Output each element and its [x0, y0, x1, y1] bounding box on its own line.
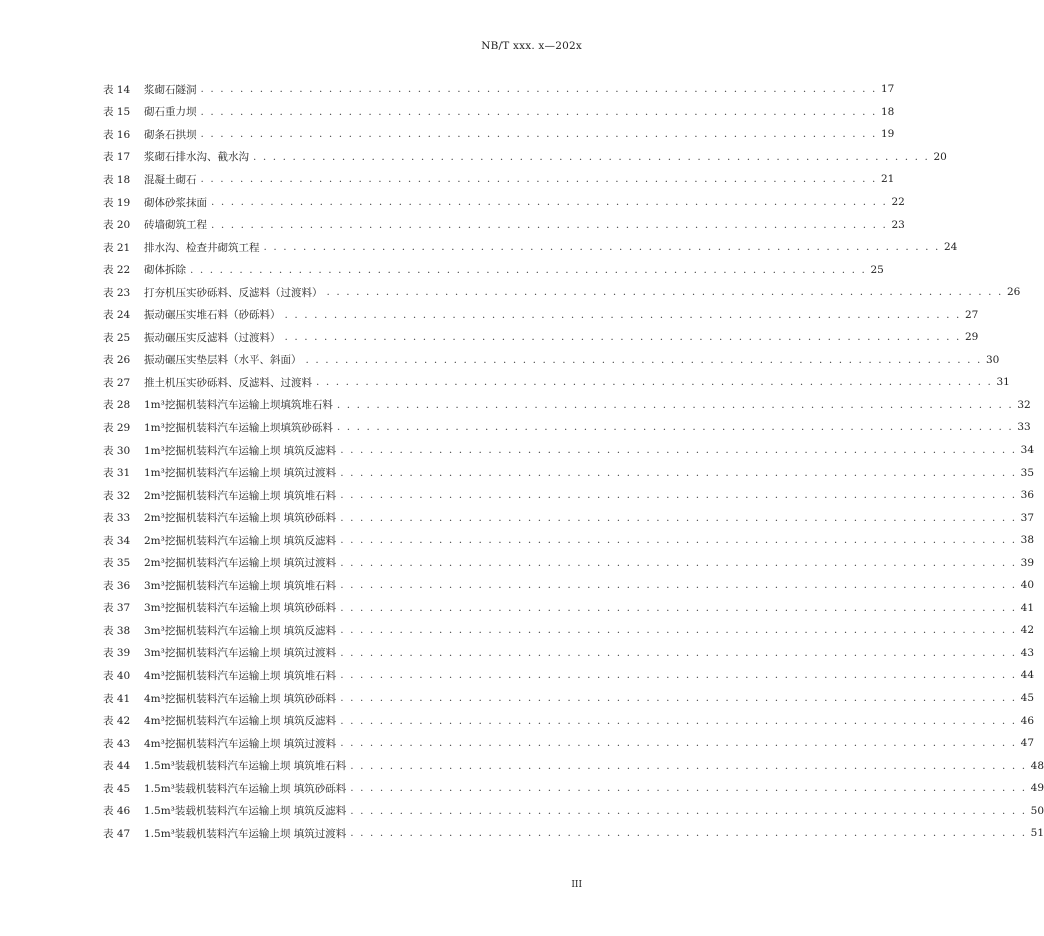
- toc-entry-title: 1m³挖掘机装料汽车运输上坝 填筑反滤料: [144, 444, 337, 457]
- toc-dot-leader: . . . . . . . . . . . . . . . . . . . . . . . . . . . . . . . . . . . . . . . . . . . . . . . . . . . . . . . . . . . . . . . . . . . . .: [200, 128, 877, 141]
- toc-entry-page: 42: [1020, 624, 1035, 637]
- toc-dot-leader: . . . . . . . . . . . . . . . . . . . . . . . . . . . . . . . . . . . . . . . . . . . . . . . . . . . . . . . . . . . . . . . . . . . . .: [200, 105, 877, 118]
- toc-entry-title: 打夯机压实砂砾料、反滤料（过渡料）: [144, 286, 323, 299]
- toc-entry-number: 表 44: [103, 760, 131, 773]
- toc-entry[interactable]: [103, 326, 979, 349]
- toc-entry-number: 表 22: [103, 264, 131, 277]
- document-code-header: NB/T xxx. x—202x: [481, 40, 582, 52]
- toc-dot-leader: . . . . . . . . . . . . . . . . . . . . . . . . . . . . . . . . . . . . . . . . . . . . . . . . . . . . . . . . . . . . . . . . . . . . .: [340, 624, 1017, 637]
- toc-entry-title: 1m³挖掘机装料汽车运输上坝 填筑过渡料: [144, 467, 337, 480]
- toc-dot-leader: . . . . . . . . . . . . . . . . . . . . . . . . . . . . . . . . . . . . . . . . . . . . . . . . . . . . . . . . . . . . . . . . . . . . .: [336, 421, 1014, 434]
- toc-entry[interactable]: [103, 213, 905, 236]
- toc-entry-number: 表 36: [103, 579, 131, 592]
- toc-entry-page: 18: [880, 105, 895, 118]
- toc-entry-page: 29: [964, 331, 979, 344]
- toc-entry-number: 表 27: [103, 376, 131, 389]
- toc-entry-title: 排水沟、检查井砌筑工程: [144, 241, 260, 254]
- toc-entry[interactable]: [103, 506, 1035, 529]
- toc-entry-page: 35: [1020, 466, 1035, 479]
- toc-dot-leader: . . . . . . . . . . . . . . . . . . . . . . . . . . . . . . . . . . . . . . . . . . . . . . . . . . . . . . . . . . . . . . . . . . . . .: [340, 489, 1017, 502]
- toc-entry-page: 27: [964, 308, 979, 321]
- toc-dot-leader: . . . . . . . . . . . . . . . . . . . . . . . . . . . . . . . . . . . . . . . . . . . . . . . . . . . . . . . . . . . . . . . . . . . . .: [350, 827, 1027, 840]
- toc-entry[interactable]: [103, 439, 1035, 462]
- toc-entry-number: 表 47: [103, 827, 131, 840]
- toc-entry-page: 39: [1020, 556, 1035, 569]
- toc-entry-number: 表 24: [103, 309, 131, 322]
- toc-entry[interactable]: [103, 168, 895, 191]
- toc-entry-page: 21: [880, 173, 895, 186]
- table-of-contents: [103, 78, 1044, 845]
- toc-entry-page: 47: [1020, 737, 1035, 750]
- toc-entry-page: 17: [880, 83, 895, 96]
- toc-entry-page: 48: [1030, 759, 1044, 772]
- toc-entry-title: 砖墙砌筑工程: [144, 219, 207, 232]
- toc-entry[interactable]: [103, 281, 1021, 304]
- toc-entry-number: 表 28: [103, 399, 131, 412]
- toc-entry-number: 表 21: [103, 241, 131, 254]
- toc-entry[interactable]: [103, 800, 1044, 823]
- toc-entry[interactable]: [103, 349, 1000, 372]
- toc-entry-number: 表 37: [103, 602, 131, 615]
- toc-entry-title: 2m³挖掘机装料汽车运输上坝 填筑堆石料: [144, 489, 337, 502]
- toc-entry[interactable]: [103, 642, 1035, 665]
- toc-entry-number: 表 30: [103, 444, 131, 457]
- toc-entry-page: 51: [1030, 827, 1044, 840]
- toc-entry-title: 振动碾压实反滤料（过渡料）: [144, 331, 281, 344]
- toc-dot-leader: . . . . . . . . . . . . . . . . . . . . . . . . . . . . . . . . . . . . . . . . . . . . . . . . . . . . . . . . . . . . . . . . . . . . .: [253, 150, 930, 163]
- toc-dot-leader: . . . . . . . . . . . . . . . . . . . . . . . . . . . . . . . . . . . . . . . . . . . . . . . . . . . . . . . . . . . . . . . . . . . . .: [340, 714, 1017, 727]
- toc-entry[interactable]: [103, 78, 895, 101]
- toc-entry[interactable]: [103, 822, 1044, 845]
- toc-dot-leader: . . . . . . . . . . . . . . . . . . . . . . . . . . . . . . . . . . . . . . . . . . . . . . . . . . . . . . . . . . . . . . . . . . . . .: [340, 601, 1017, 614]
- toc-dot-leader: . . . . . . . . . . . . . . . . . . . . . . . . . . . . . . . . . . . . . . . . . . . . . . . . . . . . . . . . . . . . . . . . . . . . .: [263, 241, 940, 254]
- toc-dot-leader: . . . . . . . . . . . . . . . . . . . . . . . . . . . . . . . . . . . . . . . . . . . . . . . . . . . . . . . . . . . . . . . . . . . . .: [340, 646, 1017, 659]
- toc-entry[interactable]: [103, 303, 979, 326]
- toc-entry-number: 表 45: [103, 782, 131, 795]
- toc-entry-title: 4m³挖掘机装料汽车运输上坝 填筑堆石料: [144, 669, 337, 682]
- toc-entry-number: 表 20: [103, 219, 131, 232]
- toc-entry[interactable]: [103, 461, 1035, 484]
- toc-entry-page: 49: [1030, 782, 1044, 795]
- toc-entry[interactable]: [103, 191, 905, 214]
- toc-entry-page: 44: [1020, 669, 1035, 682]
- toc-entry-page: 31: [996, 376, 1010, 389]
- toc-entry-number: 表 40: [103, 669, 131, 682]
- toc-entry-title: 3m³挖掘机装料汽车运输上坝 填筑砂砾料: [144, 602, 337, 615]
- toc-entry[interactable]: [103, 484, 1035, 507]
- toc-entry-title: 2m³挖掘机装料汽车运输上坝 填筑过渡料: [144, 557, 337, 570]
- toc-dot-leader: . . . . . . . . . . . . . . . . . . . . . . . . . . . . . . . . . . . . . . . . . . . . . . . . . . . . . . . . . . . . . . . . . . . . .: [340, 466, 1017, 479]
- toc-entry-number: 表 39: [103, 647, 131, 660]
- toc-entry-title: 浆砌石隧洞: [144, 83, 197, 96]
- toc-entry-page: 46: [1020, 714, 1035, 727]
- toc-entry-page: 38: [1020, 534, 1035, 547]
- toc-entry[interactable]: [103, 754, 1044, 777]
- toc-entry-page: 50: [1030, 804, 1044, 817]
- toc-entry-page: 24: [943, 241, 958, 254]
- toc-entry-title: 推土机压实砂砾料、反滤料、过渡料: [144, 376, 312, 389]
- toc-entry-title: 砌石重力坝: [144, 106, 197, 119]
- toc-entry-page: 37: [1020, 511, 1035, 524]
- toc-entry[interactable]: [103, 371, 1010, 394]
- toc-entry[interactable]: [103, 394, 1031, 417]
- toc-entry[interactable]: [103, 732, 1035, 755]
- toc-entry-title: 1m³挖掘机装料汽车运输上坝填筑堆石料: [144, 399, 333, 412]
- toc-entry-number: 表 17: [103, 151, 131, 164]
- toc-entry-number: 表 41: [103, 692, 131, 705]
- toc-entry-number: 表 42: [103, 715, 131, 728]
- toc-entry-number: 表 18: [103, 173, 131, 186]
- toc-entry-title: 3m³挖掘机装料汽车运输上坝 填筑堆石料: [144, 579, 337, 592]
- toc-entry-title: 4m³挖掘机装料汽车运输上坝 填筑砂砾料: [144, 692, 337, 705]
- toc-entry-page: 32: [1017, 398, 1031, 411]
- toc-entry[interactable]: [103, 687, 1035, 710]
- toc-dot-leader: . . . . . . . . . . . . . . . . . . . . . . . . . . . . . . . . . . . . . . . . . . . . . . . . . . . . . . . . . . . . . . . . . . . . .: [350, 759, 1027, 772]
- toc-entry-number: 表 34: [103, 534, 131, 547]
- toc-entry[interactable]: [103, 529, 1035, 552]
- toc-entry-title: 1.5m³装载机装料汽车运输上坝 填筑反滤料: [144, 805, 347, 818]
- toc-entry-number: 表 16: [103, 128, 131, 141]
- toc-dot-leader: . . . . . . . . . . . . . . . . . . . . . . . . . . . . . . . . . . . . . . . . . . . . . . . . . . . . . . . . . . . . . . . . . . . . .: [340, 444, 1017, 457]
- toc-dot-leader: . . . . . . . . . . . . . . . . . . . . . . . . . . . . . . . . . . . . . . . . . . . . . . . . . . . . . . . . . . . . . . . . . . . . .: [340, 511, 1017, 524]
- toc-entry-page: 34: [1020, 444, 1035, 457]
- toc-entry-title: 振动碾压实垫层料（水平、斜面）: [144, 354, 302, 367]
- toc-entry-number: 表 29: [103, 421, 131, 434]
- toc-entry-number: 表 15: [103, 106, 131, 119]
- toc-dot-leader: . . . . . . . . . . . . . . . . . . . . . . . . . . . . . . . . . . . . . . . . . . . . . . . . . . . . . . . . . . . . . . . . . . . . .: [211, 218, 888, 231]
- toc-dot-leader: . . . . . . . . . . . . . . . . . . . . . . . . . . . . . . . . . . . . . . . . . . . . . . . . . . . . . . . . . . . . . . . . . . . . .: [350, 804, 1027, 817]
- toc-entry-title: 1.5m³装载机装料汽车运输上坝 填筑堆石料: [144, 760, 347, 773]
- toc-dot-leader: . . . . . . . . . . . . . . . . . . . . . . . . . . . . . . . . . . . . . . . . . . . . . . . . . . . . . . . . . . . . . . . . . . . . .: [340, 534, 1017, 547]
- toc-dot-leader: . . . . . . . . . . . . . . . . . . . . . . . . . . . . . . . . . . . . . . . . . . . . . . . . . . . . . . . . . . . . . . . . . . . . .: [284, 331, 961, 344]
- toc-entry[interactable]: [103, 101, 895, 124]
- toc-entry[interactable]: [103, 574, 1035, 597]
- toc-dot-leader: . . . . . . . . . . . . . . . . . . . . . . . . . . . . . . . . . . . . . . . . . . . . . . . . . . . . . . . . . . . . . . . . . . . . .: [316, 376, 993, 389]
- toc-dot-leader: . . . . . . . . . . . . . . . . . . . . . . . . . . . . . . . . . . . . . . . . . . . . . . . . . . . . . . . . . . . . . . . . . . . . .: [326, 286, 1003, 299]
- toc-entry-page: 40: [1020, 579, 1035, 592]
- toc-entry-number: 表 26: [103, 354, 131, 367]
- toc-entry-page: 26: [1006, 286, 1021, 299]
- toc-entry-page: 30: [985, 353, 1000, 366]
- toc-entry[interactable]: [103, 258, 884, 281]
- toc-entry-page: 45: [1020, 692, 1035, 705]
- toc-entry-title: 3m³挖掘机装料汽车运输上坝 填筑反滤料: [144, 624, 337, 637]
- toc-dot-leader: . . . . . . . . . . . . . . . . . . . . . . . . . . . . . . . . . . . . . . . . . . . . . . . . . . . . . . . . . . . . . . . . . . . . .: [211, 196, 888, 208]
- toc-entry-title: 振动碾压实堆石料（砂砾料）: [144, 309, 281, 322]
- toc-entry-page: 33: [1017, 421, 1031, 434]
- toc-entry-page: 22: [891, 196, 905, 208]
- toc-entry[interactable]: [103, 777, 1044, 800]
- toc-entry-page: 43: [1020, 646, 1035, 659]
- toc-entry-title: 砌条石拱坝: [144, 128, 197, 141]
- toc-entry-title: 2m³挖掘机装料汽车运输上坝 填筑砂砾料: [144, 512, 337, 525]
- toc-dot-leader: . . . . . . . . . . . . . . . . . . . . . . . . . . . . . . . . . . . . . . . . . . . . . . . . . . . . . . . . . . . . . . . . . . . . .: [305, 353, 982, 366]
- toc-entry-number: 表 43: [103, 737, 131, 750]
- toc-entry[interactable]: [103, 597, 1035, 620]
- toc-entry[interactable]: [103, 551, 1035, 574]
- toc-entry-title: 4m³挖掘机装料汽车运输上坝 填筑反滤料: [144, 715, 337, 728]
- toc-entry-number: 表 19: [103, 196, 131, 209]
- toc-entry[interactable]: [103, 416, 1031, 439]
- toc-entry-page: 23: [891, 218, 905, 231]
- toc-entry-title: 浆砌石排水沟、截水沟: [144, 151, 249, 164]
- toc-entry-title: 3m³挖掘机装料汽车运输上坝 填筑过渡料: [144, 647, 337, 660]
- toc-entry-number: 表 32: [103, 489, 131, 502]
- toc-entry-title: 1m³挖掘机装料汽车运输上坝填筑砂砾料: [144, 421, 333, 434]
- toc-entry-page: 20: [933, 150, 947, 163]
- toc-dot-leader: . . . . . . . . . . . . . . . . . . . . . . . . . . . . . . . . . . . . . . . . . . . . . . . . . . . . . . . . . . . . . . . . . . . . .: [200, 173, 877, 186]
- toc-entry-page: 19: [880, 128, 895, 141]
- toc-entry-title: 1.5m³装载机装料汽车运输上坝 填筑过渡料: [144, 827, 347, 840]
- toc-entry-title: 砌体砂浆抹面: [144, 196, 207, 209]
- toc-entry[interactable]: [103, 619, 1035, 642]
- toc-dot-leader: . . . . . . . . . . . . . . . . . . . . . . . . . . . . . . . . . . . . . . . . . . . . . . . . . . . . . . . . . . . . . . . . . . . . .: [350, 782, 1027, 795]
- toc-entry[interactable]: [103, 146, 947, 169]
- toc-entry-title: 2m³挖掘机装料汽车运输上坝 填筑反滤料: [144, 534, 337, 547]
- toc-entry[interactable]: [103, 236, 958, 259]
- toc-entry-number: 表 31: [103, 467, 131, 480]
- toc-entry-number: 表 25: [103, 331, 131, 344]
- page-number: III: [571, 880, 582, 890]
- toc-dot-leader: . . . . . . . . . . . . . . . . . . . . . . . . . . . . . . . . . . . . . . . . . . . . . . . . . . . . . . . . . . . . . . . . . . . . .: [284, 308, 961, 321]
- toc-dot-leader: . . . . . . . . . . . . . . . . . . . . . . . . . . . . . . . . . . . . . . . . . . . . . . . . . . . . . . . . . . . . . . . . . . . . .: [200, 83, 877, 96]
- toc-entry-number: 表 38: [103, 624, 131, 637]
- toc-entry-title: 1.5m³装载机装料汽车运输上坝 填筑砂砾料: [144, 782, 347, 795]
- toc-entry-page: 41: [1020, 601, 1035, 614]
- toc-entry-number: 表 23: [103, 286, 131, 299]
- toc-entry-number: 表 14: [103, 83, 131, 96]
- toc-dot-leader: . . . . . . . . . . . . . . . . . . . . . . . . . . . . . . . . . . . . . . . . . . . . . . . . . . . . . . . . . . . . . . . . . . . . .: [340, 692, 1017, 705]
- toc-dot-leader: . . . . . . . . . . . . . . . . . . . . . . . . . . . . . . . . . . . . . . . . . . . . . . . . . . . . . . . . . . . . . . . . . . . . .: [336, 398, 1014, 411]
- toc-entry-title: 混凝土砌石: [144, 173, 197, 186]
- toc-dot-leader: . . . . . . . . . . . . . . . . . . . . . . . . . . . . . . . . . . . . . . . . . . . . . . . . . . . . . . . . . . . . . . . . . . . . .: [340, 579, 1017, 592]
- toc-entry-number: 表 33: [103, 512, 131, 525]
- toc-entry-title: 砌体拆除: [144, 264, 186, 277]
- toc-dot-leader: . . . . . . . . . . . . . . . . . . . . . . . . . . . . . . . . . . . . . . . . . . . . . . . . . . . . . . . . . . . . . . . . . . . . .: [190, 263, 867, 276]
- toc-entry[interactable]: [103, 709, 1035, 732]
- toc-dot-leader: . . . . . . . . . . . . . . . . . . . . . . . . . . . . . . . . . . . . . . . . . . . . . . . . . . . . . . . . . . . . . . . . . . . . .: [340, 737, 1017, 750]
- toc-entry-page: 25: [870, 263, 884, 276]
- toc-entry-page: 36: [1020, 489, 1035, 502]
- toc-entry[interactable]: [103, 664, 1035, 687]
- toc-entry[interactable]: [103, 123, 895, 146]
- toc-dot-leader: . . . . . . . . . . . . . . . . . . . . . . . . . . . . . . . . . . . . . . . . . . . . . . . . . . . . . . . . . . . . . . . . . . . . .: [340, 556, 1017, 569]
- toc-entry-number: 表 35: [103, 557, 131, 570]
- toc-entry-number: 表 46: [103, 805, 131, 818]
- toc-dot-leader: . . . . . . . . . . . . . . . . . . . . . . . . . . . . . . . . . . . . . . . . . . . . . . . . . . . . . . . . . . . . . . . . . . . . .: [340, 669, 1017, 682]
- toc-entry-title: 4m³挖掘机装料汽车运输上坝 填筑过渡料: [144, 737, 337, 750]
